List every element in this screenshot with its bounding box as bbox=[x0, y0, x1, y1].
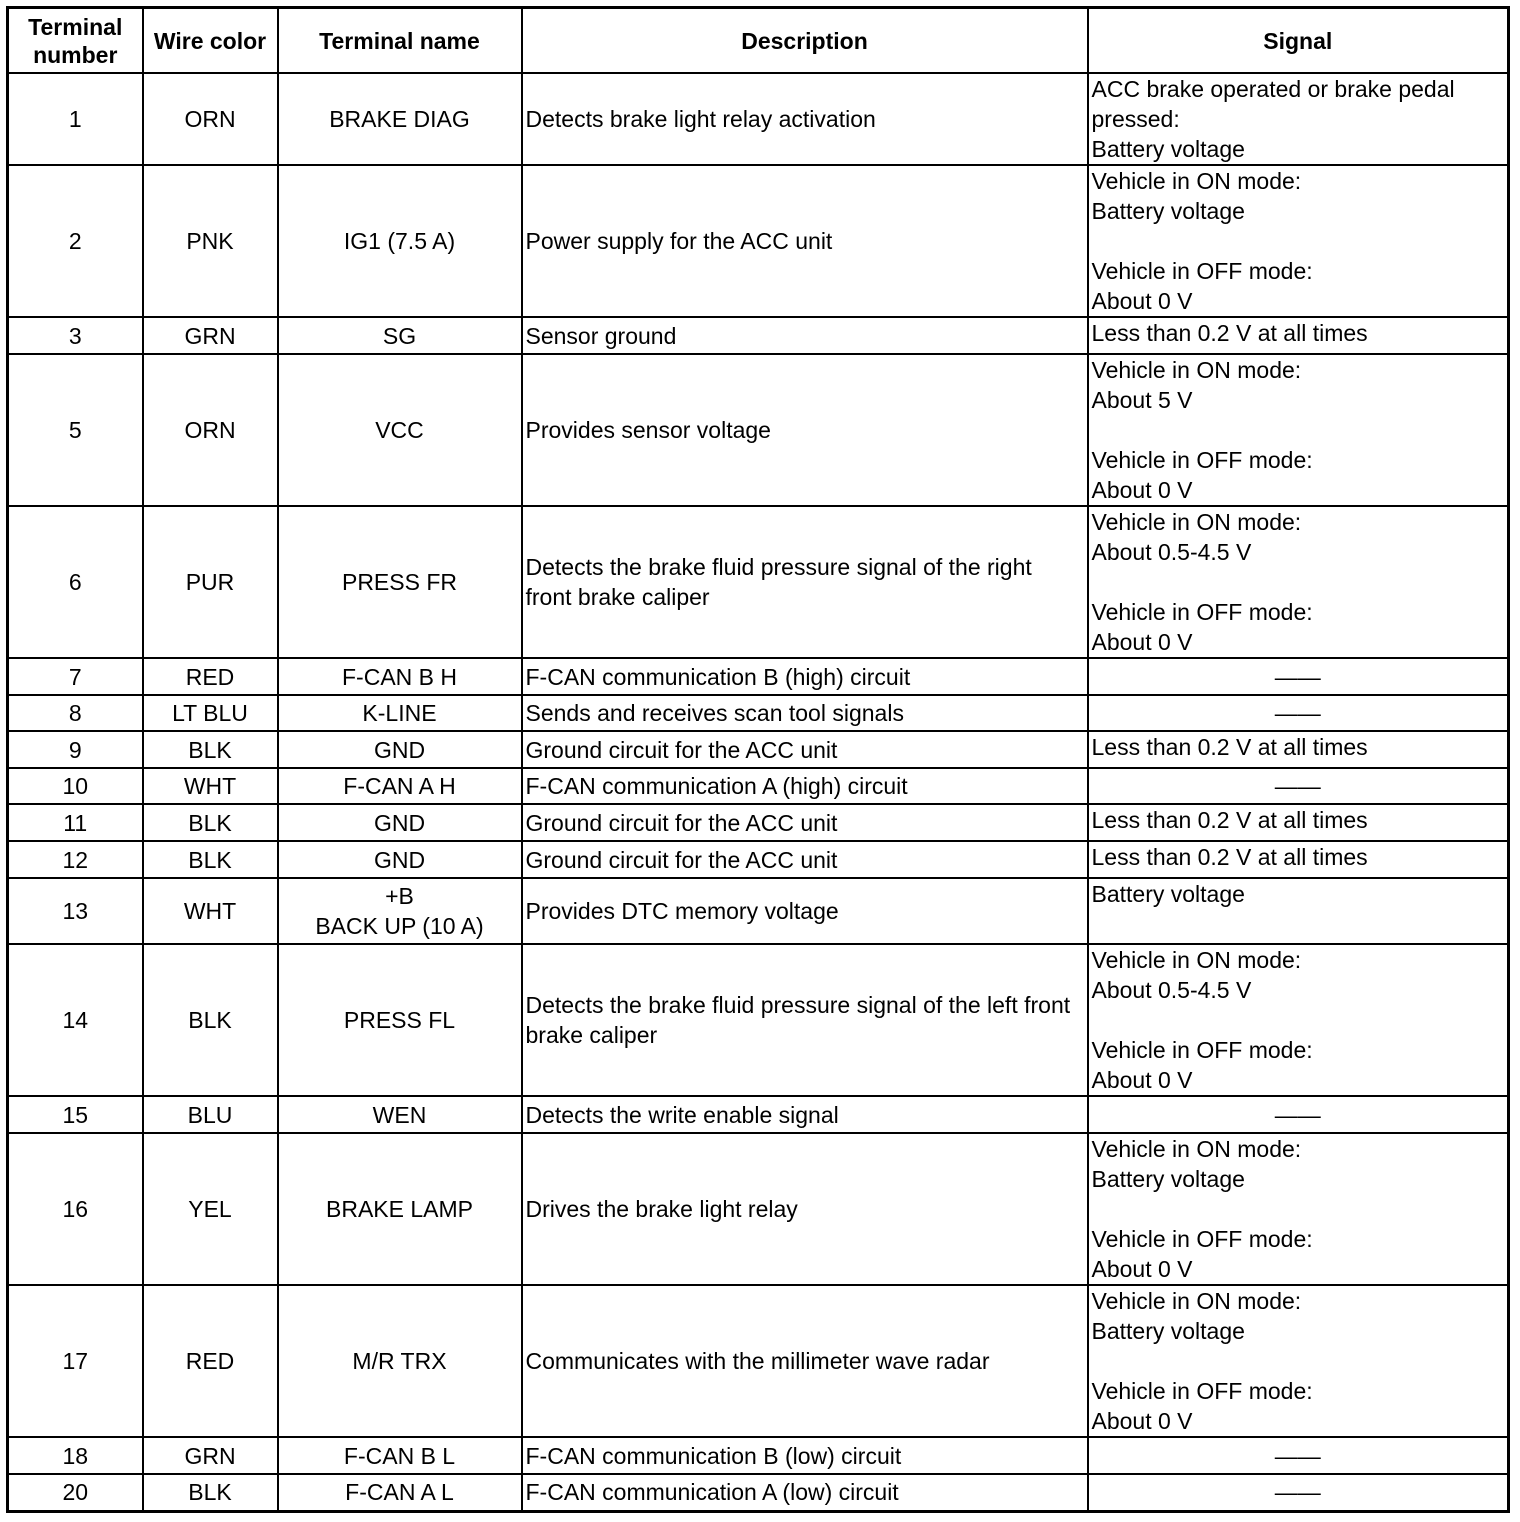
terminal-number-cell: 16 bbox=[8, 1133, 143, 1285]
wire-color-cell: RED bbox=[143, 1285, 278, 1437]
wire-color-cell: RED bbox=[143, 658, 278, 695]
terminal-number-cell: 7 bbox=[8, 658, 143, 695]
wire-color-cell: WHT bbox=[143, 768, 278, 804]
terminal-name-cell: +B BACK UP (10 A) bbox=[278, 878, 522, 944]
table-row bbox=[8, 354, 1509, 506]
table-row bbox=[8, 944, 1509, 1096]
signal-cell: Vehicle in ON mode: About 0.5-4.5 V Vehicle in OFF mode: About 0 V bbox=[1088, 944, 1509, 1096]
terminal-name-cell: PRESS FL bbox=[278, 944, 522, 1096]
terminal-number-cell: 8 bbox=[8, 695, 143, 731]
table-row bbox=[8, 731, 1509, 768]
terminal-number-cell: 10 bbox=[8, 768, 143, 804]
description-cell: Power supply for the ACC unit bbox=[522, 165, 1088, 317]
terminal-name-cell: GND bbox=[278, 731, 522, 768]
terminal-number-cell: 11 bbox=[8, 804, 143, 841]
signal-cell: Vehicle in ON mode: Battery voltage Vehicle in OFF mode: About 0 V bbox=[1088, 165, 1509, 317]
table-row bbox=[8, 695, 1509, 731]
header-description: Description bbox=[522, 8, 1088, 74]
description-cell: Detects the brake fluid pressure signal of the left front brake caliper bbox=[522, 944, 1088, 1096]
table-row bbox=[8, 1285, 1509, 1437]
description-cell: F-CAN communication A (high) circuit bbox=[522, 768, 1088, 804]
wire-color-cell: BLK bbox=[143, 731, 278, 768]
terminal-name-cell: M/R TRX bbox=[278, 1285, 522, 1437]
description-cell: Ground circuit for the ACC unit bbox=[522, 841, 1088, 878]
signal-cell: Vehicle in ON mode: About 5 V Vehicle in OFF mode: About 0 V bbox=[1088, 354, 1509, 506]
signal-cell: Less than 0.2 V at all times bbox=[1088, 317, 1509, 354]
wire-color-cell: ORN bbox=[143, 73, 278, 165]
description-cell: Ground circuit for the ACC unit bbox=[522, 804, 1088, 841]
table-row bbox=[8, 1474, 1509, 1511]
header-wire-color: Wire color bbox=[143, 8, 278, 74]
description-cell: Communicates with the millimeter wave radar bbox=[522, 1285, 1088, 1437]
signal-cell: —— bbox=[1088, 1474, 1509, 1511]
signal-cell: —— bbox=[1088, 1096, 1509, 1133]
description-cell: Drives the brake light relay bbox=[522, 1133, 1088, 1285]
terminal-table bbox=[6, 6, 1510, 1513]
wire-color-cell: GRN bbox=[143, 317, 278, 354]
wire-color-cell: BLK bbox=[143, 841, 278, 878]
description-cell: Sensor ground bbox=[522, 317, 1088, 354]
signal-cell: Vehicle in ON mode: About 0.5-4.5 V Vehicle in OFF mode: About 0 V bbox=[1088, 506, 1509, 658]
table-row bbox=[8, 1133, 1509, 1285]
terminal-number-cell: 6 bbox=[8, 506, 143, 658]
wire-color-cell: BLK bbox=[143, 944, 278, 1096]
header-signal: Signal bbox=[1088, 8, 1509, 74]
table-body bbox=[8, 73, 1509, 1511]
terminal-number-cell: 18 bbox=[8, 1437, 143, 1474]
signal-cell: Vehicle in ON mode: Battery voltage Vehicle in OFF mode: About 0 V bbox=[1088, 1133, 1509, 1285]
terminal-number-cell: 5 bbox=[8, 354, 143, 506]
table-header bbox=[8, 8, 1509, 74]
description-cell: Detects the write enable signal bbox=[522, 1096, 1088, 1133]
signal-cell: —— bbox=[1088, 1437, 1509, 1474]
terminal-name-cell: F-CAN B H bbox=[278, 658, 522, 695]
wire-color-cell: PNK bbox=[143, 165, 278, 317]
wire-color-cell: PUR bbox=[143, 506, 278, 658]
signal-cell: Less than 0.2 V at all times bbox=[1088, 841, 1509, 878]
description-cell: Detects brake light relay activation bbox=[522, 73, 1088, 165]
terminal-name-cell: BRAKE DIAG bbox=[278, 73, 522, 165]
terminal-number-cell: 13 bbox=[8, 878, 143, 944]
signal-cell: —— bbox=[1088, 695, 1509, 731]
description-cell: F-CAN communication A (low) circuit bbox=[522, 1474, 1088, 1511]
description-cell: F-CAN communication B (high) circuit bbox=[522, 658, 1088, 695]
wire-color-cell: WHT bbox=[143, 878, 278, 944]
signal-cell: Vehicle in ON mode: Battery voltage Vehicle in OFF mode: About 0 V bbox=[1088, 1285, 1509, 1437]
signal-cell: —— bbox=[1088, 768, 1509, 804]
terminal-name-cell: F-CAN A H bbox=[278, 768, 522, 804]
wire-color-cell: ORN bbox=[143, 354, 278, 506]
terminal-name-cell: K-LINE bbox=[278, 695, 522, 731]
table-row bbox=[8, 1437, 1509, 1474]
description-cell: Ground circuit for the ACC unit bbox=[522, 731, 1088, 768]
table-row bbox=[8, 658, 1509, 695]
header-row bbox=[8, 8, 1509, 74]
terminal-number-cell: 15 bbox=[8, 1096, 143, 1133]
terminal-number-cell: 12 bbox=[8, 841, 143, 878]
wire-color-cell: BLK bbox=[143, 804, 278, 841]
description-cell: Detects the brake fluid pressure signal of the right front brake caliper bbox=[522, 506, 1088, 658]
signal-cell: Less than 0.2 V at all times bbox=[1088, 731, 1509, 768]
wire-color-cell: BLK bbox=[143, 1474, 278, 1511]
table-row bbox=[8, 841, 1509, 878]
terminal-name-cell: BRAKE LAMP bbox=[278, 1133, 522, 1285]
table-row bbox=[8, 165, 1509, 317]
table-row bbox=[8, 878, 1509, 944]
terminal-number-cell: 17 bbox=[8, 1285, 143, 1437]
terminal-name-cell: F-CAN B L bbox=[278, 1437, 522, 1474]
description-cell: Provides sensor voltage bbox=[522, 354, 1088, 506]
signal-cell: Battery voltage bbox=[1088, 878, 1509, 944]
terminal-number-cell: 9 bbox=[8, 731, 143, 768]
terminal-name-cell: IG1 (7.5 A) bbox=[278, 165, 522, 317]
table-row bbox=[8, 73, 1509, 165]
terminal-name-cell: F-CAN A L bbox=[278, 1474, 522, 1511]
signal-cell: ACC brake operated or brake pedal pressed: Battery voltage bbox=[1088, 73, 1509, 165]
terminal-number-cell: 20 bbox=[8, 1474, 143, 1511]
wire-color-cell: BLU bbox=[143, 1096, 278, 1133]
header-terminal-number: Terminal number bbox=[8, 8, 143, 74]
terminal-name-cell: PRESS FR bbox=[278, 506, 522, 658]
signal-cell: Less than 0.2 V at all times bbox=[1088, 804, 1509, 841]
table-row bbox=[8, 768, 1509, 804]
table-row bbox=[8, 506, 1509, 658]
table-row bbox=[8, 804, 1509, 841]
terminal-name-cell: SG bbox=[278, 317, 522, 354]
wire-color-cell: LT BLU bbox=[143, 695, 278, 731]
terminal-name-cell: GND bbox=[278, 841, 522, 878]
header-terminal-name: Terminal name bbox=[278, 8, 522, 74]
terminal-name-cell: GND bbox=[278, 804, 522, 841]
terminal-name-cell: VCC bbox=[278, 354, 522, 506]
terminal-number-cell: 1 bbox=[8, 73, 143, 165]
table-row bbox=[8, 1096, 1509, 1133]
terminal-number-cell: 2 bbox=[8, 165, 143, 317]
wire-color-cell: YEL bbox=[143, 1133, 278, 1285]
terminal-number-cell: 14 bbox=[8, 944, 143, 1096]
wire-color-cell: GRN bbox=[143, 1437, 278, 1474]
description-cell: Sends and receives scan tool signals bbox=[522, 695, 1088, 731]
table-row bbox=[8, 317, 1509, 354]
terminal-number-cell: 3 bbox=[8, 317, 143, 354]
description-cell: Provides DTC memory voltage bbox=[522, 878, 1088, 944]
description-cell: F-CAN communication B (low) circuit bbox=[522, 1437, 1088, 1474]
terminal-name-cell: WEN bbox=[278, 1096, 522, 1133]
signal-cell: —— bbox=[1088, 658, 1509, 695]
